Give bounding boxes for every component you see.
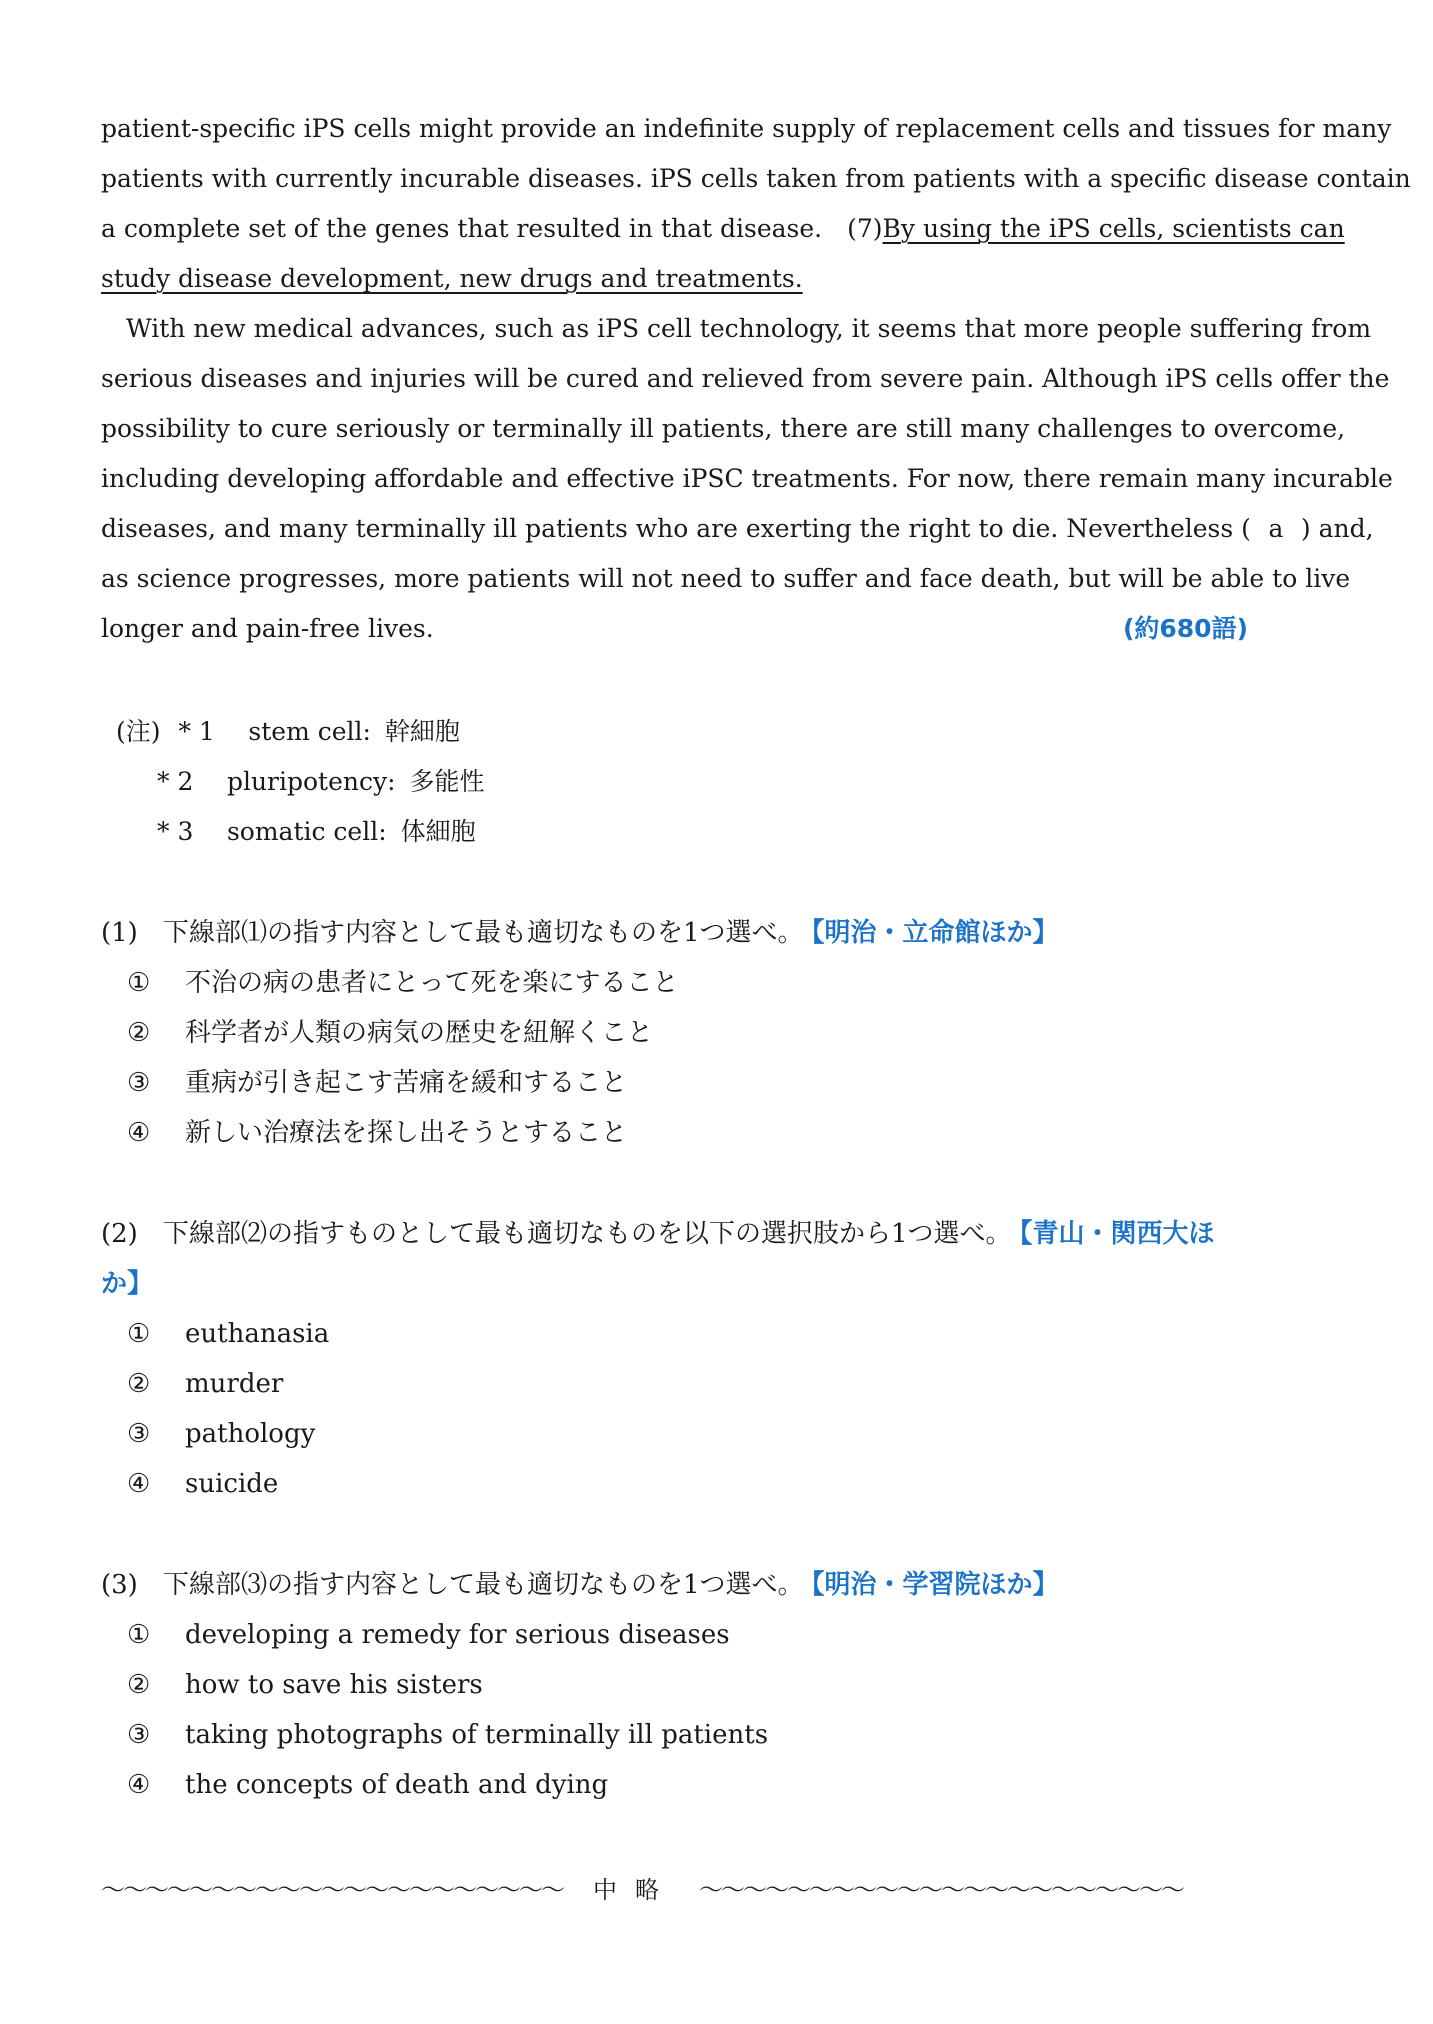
option-text: suicide bbox=[185, 1469, 279, 1499]
question-prompt: 下線部⑴の指す内容として最も適切なものを1つ選べ。 bbox=[163, 918, 804, 948]
note-meaning: 多能性 bbox=[409, 767, 485, 796]
passage-line-11 bbox=[101, 612, 1341, 646]
question-1-option-1[interactable] bbox=[127, 966, 678, 1000]
passage-line-1: patient-specific iPS cells might provide an indefinite supply of replacement cells and tissues for many bbox=[101, 114, 1392, 143]
question-number: (2) bbox=[101, 1219, 138, 1249]
option-text: 新しい治療法を探し出そうとすること bbox=[185, 1118, 628, 1148]
passage-line-10: as science progresses, more patients will not need to suffer and face death, but will be able to live bbox=[101, 564, 1351, 593]
note-meaning: 体細胞 bbox=[400, 817, 476, 846]
option-number: ② bbox=[127, 1670, 151, 1700]
divider-waves-left: 〜〜〜〜〜〜〜〜〜〜〜〜〜〜〜〜〜〜〜〜〜 bbox=[101, 1876, 563, 1904]
question-source-cont: か】 bbox=[101, 1269, 154, 1299]
omission-label: 中略 bbox=[593, 1876, 677, 1904]
question-3-option-1[interactable] bbox=[127, 1618, 730, 1652]
note-mark: * 2 bbox=[157, 767, 194, 796]
passage-line-8: including developing affordable and effective iPSC treatments. For now, there remain many incurable bbox=[101, 464, 1393, 493]
note-term: pluripotency: bbox=[226, 767, 396, 796]
divider-waves-right: 〜〜〜〜〜〜〜〜〜〜〜〜〜〜〜〜〜〜〜〜〜〜 bbox=[699, 1876, 1183, 1904]
option-number: ③ bbox=[127, 1720, 151, 1750]
question-1-option-2[interactable] bbox=[127, 1016, 653, 1050]
option-number: ④ bbox=[127, 1469, 151, 1499]
passage-line-9-text: diseases, and many terminally ill patients who are exerting the right to die. Nevertheless ( bbox=[101, 514, 1251, 543]
option-number: ④ bbox=[127, 1770, 151, 1800]
question-3 bbox=[101, 1568, 1059, 1602]
question-source: 【明治・学習院ほか】 bbox=[811, 1570, 1059, 1600]
question-number: (1) bbox=[101, 918, 138, 948]
passage-line-3 bbox=[101, 212, 1345, 246]
notes-heading: (注) bbox=[116, 717, 161, 746]
note-mark: * 1 bbox=[178, 717, 215, 746]
option-text: developing a remedy for serious diseases bbox=[185, 1620, 730, 1650]
question-prompt: 下線部⑵の指すものとして最も適切なものを以下の選択肢から1つ選べ。 bbox=[163, 1219, 1012, 1249]
question-3-option-3[interactable] bbox=[127, 1718, 768, 1752]
word-count: (約680語) bbox=[1122, 614, 1248, 643]
option-number: ① bbox=[127, 1319, 151, 1349]
option-text: murder bbox=[185, 1369, 284, 1399]
blank-a: a bbox=[1268, 514, 1284, 543]
option-text: taking photographs of terminally ill patients bbox=[185, 1720, 769, 1750]
question-2-option-4[interactable] bbox=[127, 1467, 278, 1501]
passage-line-2: patients with currently incurable diseases. iPS cells taken from patients with a specific disease contain bbox=[101, 164, 1411, 193]
option-number: ① bbox=[127, 1620, 151, 1650]
passage-line-9-end: ) and, bbox=[1300, 514, 1374, 543]
question-1 bbox=[101, 916, 1059, 950]
option-number: ③ bbox=[127, 1419, 151, 1449]
question-1-option-4[interactable] bbox=[127, 1116, 627, 1150]
option-text: euthanasia bbox=[185, 1319, 330, 1349]
underlined-passage-7b: study disease development, new drugs and treatments. bbox=[101, 264, 803, 293]
passage-line-3-text: a complete set of the genes that resulted in that disease. bbox=[101, 214, 848, 243]
question-number: (3) bbox=[101, 1570, 138, 1600]
passage-line-11-text: longer and pain-free lives. bbox=[101, 614, 434, 643]
question-2-source-continued bbox=[101, 1267, 153, 1301]
question-2-option-3[interactable] bbox=[127, 1417, 315, 1451]
question-1-option-3[interactable] bbox=[127, 1066, 627, 1100]
passage-line-9 bbox=[101, 512, 1374, 546]
option-text: how to save his sisters bbox=[185, 1670, 483, 1700]
option-text: 科学者が人類の病気の歴史を紐解くこと bbox=[185, 1018, 654, 1048]
notes-row-1 bbox=[116, 715, 460, 749]
question-3-option-4[interactable] bbox=[127, 1768, 608, 1802]
question-3-option-2[interactable] bbox=[127, 1668, 483, 1702]
passage-line-4 bbox=[101, 262, 1341, 296]
passage-line-6: serious diseases and injuries will be cured and relieved from severe pain. Although iPS cells offer the bbox=[101, 364, 1390, 393]
option-text: 不治の病の患者にとって死を楽にすること bbox=[185, 968, 679, 998]
question-2-option-1[interactable] bbox=[127, 1317, 329, 1351]
note-mark: * 3 bbox=[157, 817, 194, 846]
note-term: somatic cell: bbox=[226, 817, 387, 846]
note-term: stem cell: bbox=[248, 717, 371, 746]
question-source: 【青山・関西大ほ bbox=[1019, 1219, 1215, 1249]
option-number: ② bbox=[127, 1018, 151, 1048]
question-prompt: 下線部⑶の指す内容として最も適切なものを1つ選べ。 bbox=[163, 1570, 804, 1600]
omission-divider bbox=[101, 1873, 1341, 1907]
question-2 bbox=[101, 1217, 1215, 1251]
option-text: pathology bbox=[185, 1419, 316, 1449]
passage-line-7: possibility to cure seriously or terminally ill patients, there are still many challenges to overcome, bbox=[101, 414, 1346, 443]
question-2-option-2[interactable] bbox=[127, 1367, 283, 1401]
option-number: ③ bbox=[127, 1068, 151, 1098]
option-number: ④ bbox=[127, 1118, 151, 1148]
question-source: 【明治・立命館ほか】 bbox=[811, 918, 1059, 948]
underline-marker-7: (7) bbox=[847, 214, 883, 243]
notes-row-2 bbox=[157, 765, 485, 799]
option-number: ① bbox=[127, 968, 151, 998]
notes-row-3 bbox=[157, 815, 476, 849]
note-meaning: 幹細胞 bbox=[384, 717, 460, 746]
option-text: 重病が引き起こす苦痛を緩和すること bbox=[185, 1068, 628, 1098]
option-number: ② bbox=[127, 1369, 151, 1399]
passage-line-5: With new medical advances, such as iPS cell technology, it seems that more people suffering from bbox=[101, 314, 1372, 343]
option-text: the concepts of death and dying bbox=[185, 1770, 609, 1800]
underlined-passage-7a: By using the iPS cells, scientists can bbox=[882, 214, 1345, 243]
